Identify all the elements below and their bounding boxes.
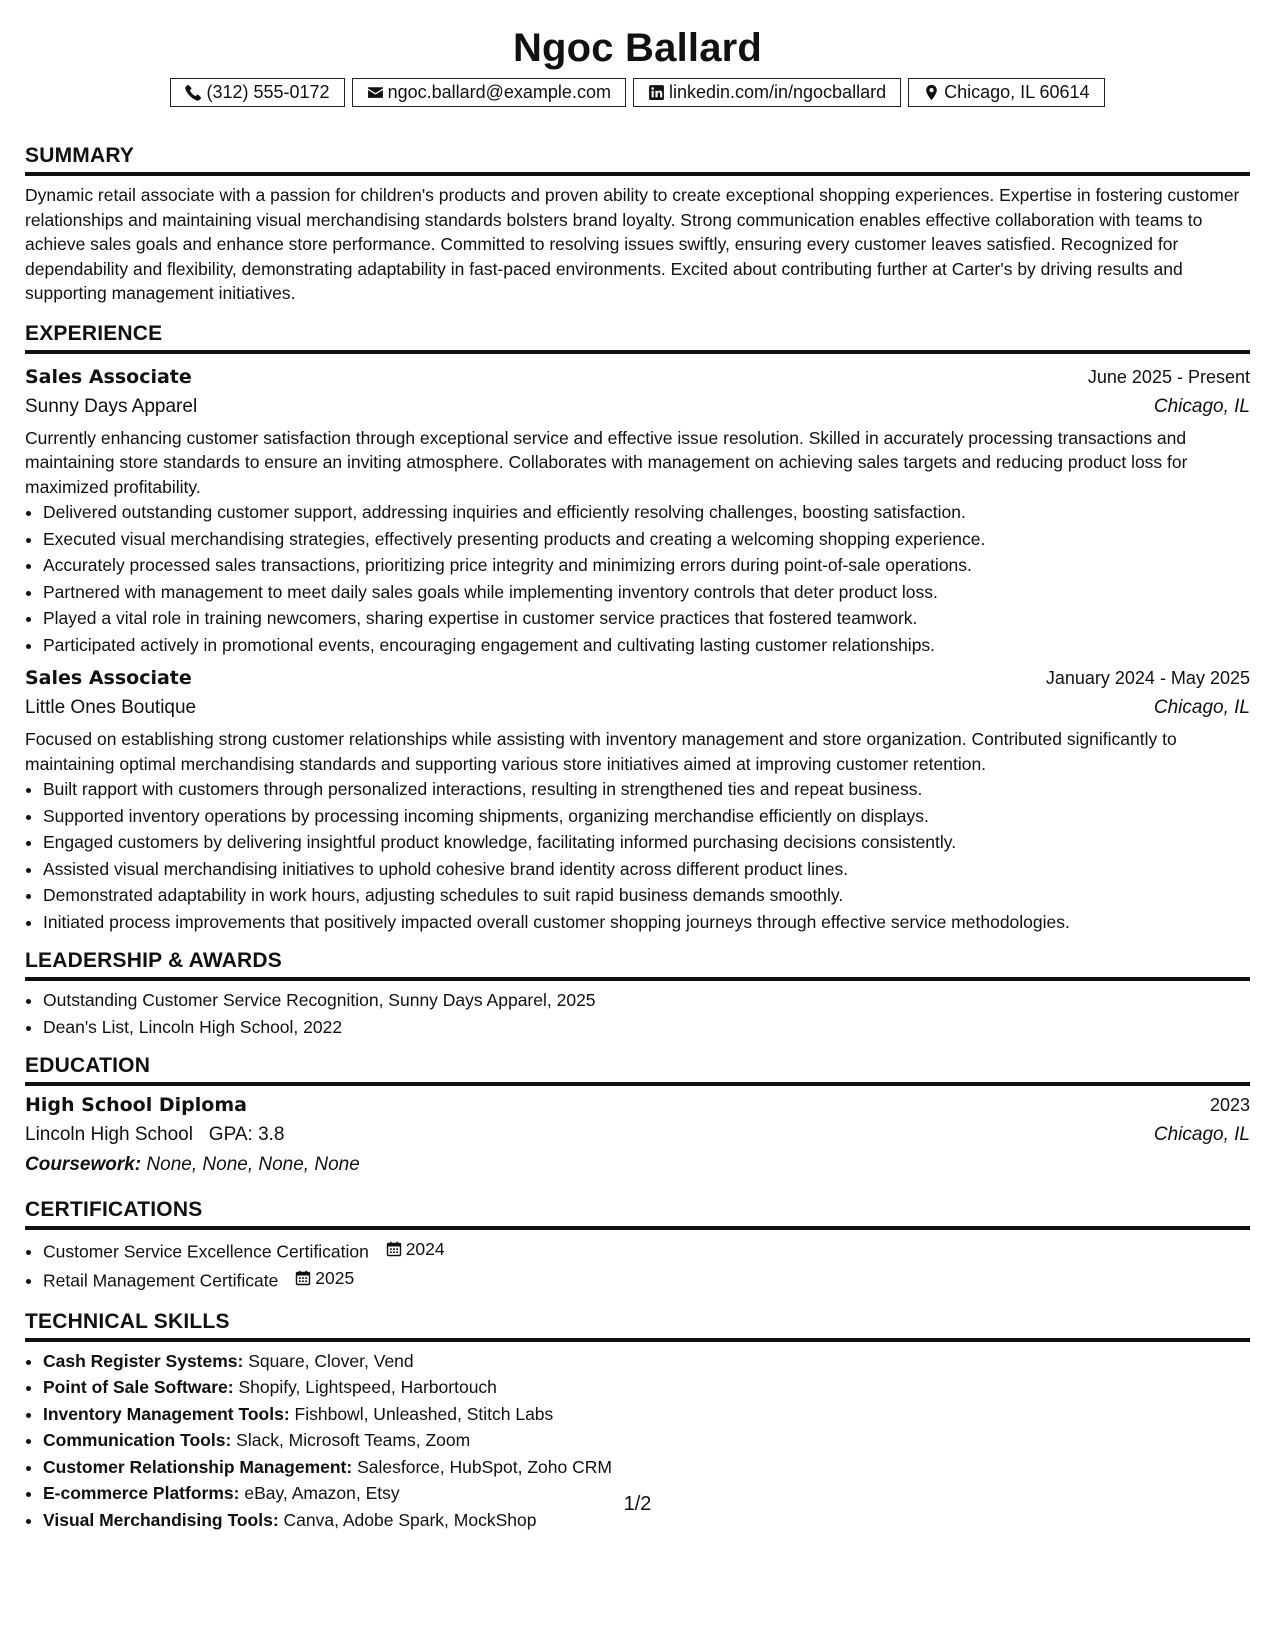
job-entry [25, 362, 1250, 659]
phone-icon [185, 84, 202, 101]
list-item [43, 1374, 1250, 1401]
school-location: Chicago, IL [1153, 1124, 1250, 1145]
contact-phone[interactable] [170, 78, 344, 107]
skill-value: Shopify, Lightspeed, Harbortouch [238, 1377, 497, 1397]
list-item [43, 1265, 1250, 1294]
degree-name: High School Diploma [25, 1094, 247, 1116]
leadership-section [25, 947, 1250, 1040]
job-dates: June 2025 - Present [1087, 366, 1250, 387]
certification-name: Retail Management Certificate [43, 1270, 279, 1290]
gpa: GPA: 3.8 [208, 1124, 285, 1145]
list-item: • Partnered with management to meet daily sales goals while implementing inventory controls that deter product loss. [43, 579, 1250, 606]
calendar-icon [295, 1270, 311, 1286]
section-title-leadership: LEADERSHIP & AWARDS [25, 947, 1250, 981]
experience-section [25, 320, 1250, 936]
skill-label: Cash Register Systems: [43, 1350, 244, 1371]
job-location: Chicago, IL [1153, 697, 1250, 718]
certifications-section [25, 1196, 1250, 1294]
location-text: Chicago, IL 60614 [944, 82, 1090, 102]
skill-label: Inventory Management Tools: [43, 1403, 290, 1424]
calendar-icon [386, 1241, 402, 1257]
section-title-certifications: CERTIFICATIONS [25, 1196, 1250, 1230]
list-item: • Supported inventory operations by processing incoming shipments, organizing merchandise efficiently on displays. [43, 803, 1250, 830]
contact-linkedin[interactable] [633, 78, 901, 107]
linkedin-icon [648, 84, 665, 101]
candidate-name: Ngoc Ballard [512, 26, 763, 70]
contact-location [908, 78, 1104, 107]
list-item [43, 1454, 1250, 1481]
skill-value: Square, Clover, Vend [248, 1350, 414, 1371]
linkedin-text: linkedin.com/in/ngocballard [668, 82, 887, 102]
education-section [25, 1052, 1250, 1180]
list-item: • Delivered outstanding customer support, addressing inquiries and efficiently resolving challenges, boosting satisfaction. [43, 499, 1250, 526]
list-item [43, 1348, 1250, 1375]
skill-label: Customer Relationship Management: [43, 1456, 353, 1477]
certification-year: 2025 [315, 1267, 355, 1288]
resume-page [25, 0, 1250, 1533]
job-entry [25, 663, 1250, 935]
list-item: • Initiated process improvements that positively impacted overall customer shopping journeys through effective service methodologies. [43, 909, 1250, 936]
list-item: • Participated actively in promotional events, encouraging engagement and cultivating lasting customer relationships. [43, 632, 1250, 659]
job-description: Currently enhancing customer satisfaction through exceptional service and effective issue resolution. Skilled in accurately processing transactions and maintaining store standards to ensure an inviting atmosphere. Collaborates with management on achieving sales targets and reducing product loss for maximized profitability. [25, 427, 1188, 497]
email-text: ngoc.ballard@example.com [387, 82, 611, 102]
skill-value: eBay, Amazon, Etsy [244, 1483, 400, 1503]
list-item: • Dean's List, Lincoln High School, 2022 [43, 1014, 1250, 1041]
skill-value: Salesforce, HubSpot, Zoho CRM [357, 1456, 612, 1477]
contact-bar [25, 78, 1250, 107]
section-title-education: EDUCATION [25, 1052, 1250, 1086]
education-entry [25, 1090, 1250, 1180]
envelope-icon [367, 84, 384, 101]
list-item [43, 1427, 1250, 1454]
skill-value: Slack, Microsoft Teams, Zoom [236, 1430, 471, 1450]
section-title-summary: SUMMARY [25, 142, 1250, 176]
job-company: Sunny Days Apparel [25, 395, 198, 417]
list-item: • Outstanding Customer Service Recognition, Sunny Days Apparel, 2025 [43, 987, 1250, 1014]
phone-text: (312) 555-0172 [206, 82, 330, 102]
list-item: • Played a vital role in training newcomers, sharing expertise in customer service practices that fostered teamwork. [43, 605, 1250, 632]
coursework-list: None, None, None, None [146, 1154, 360, 1175]
coursework-label: Coursework: [25, 1154, 142, 1175]
skill-label: Communication Tools: [43, 1430, 232, 1450]
list-item [43, 1236, 1250, 1265]
list-item [43, 1401, 1250, 1428]
skill-value: Fishbowl, Unleashed, Stitch Labs [294, 1403, 554, 1424]
job-bullets [25, 776, 1250, 935]
summary-section [25, 142, 1250, 306]
job-location: Chicago, IL [1153, 395, 1250, 417]
skill-label: E-commerce Platforms: [43, 1483, 240, 1503]
school-name: Lincoln High School [25, 1124, 193, 1145]
job-description: Focused on establishing strong customer relationships while assisting with inventory management and store organization. Contributed significantly to maintaining optimal merchandising standards and supporting various store initiatives aimed at improving customer retention. [25, 729, 1177, 774]
certification-name: Customer Service Excellence Certification [43, 1241, 369, 1262]
list-item: • Demonstrated adaptability in work hours, adjusting schedules to suit rapid business demands smoothly. [43, 882, 1250, 909]
section-title-experience: EXPERIENCE [25, 320, 1250, 354]
certification-year: 2024 [405, 1239, 445, 1259]
awards-list [25, 987, 1250, 1040]
skill-label: Visual Merchandising Tools: [43, 1509, 279, 1530]
job-company: Little Ones Boutique [25, 697, 197, 718]
job-role: Sales Associate [25, 365, 192, 388]
graduation-year: 2023 [1209, 1095, 1250, 1115]
job-dates: January 2024 - May 2025 [1045, 668, 1250, 688]
contact-email[interactable] [352, 78, 626, 107]
list-item: • Assisted visual merchandising initiatives to uphold cohesive brand identity across different product lines. [43, 856, 1250, 883]
skill-label: Point of Sale Software: [43, 1377, 234, 1397]
summary-text: Dynamic retail associate with a passion for children's products and proven ability to create exceptional shopping experiences. Expertise in fostering customer relationships and maintaining visual merchandising standards bolsters brand loyalty. Strong communication enables effective collaboration with teams to achieve sales goals and enhance store performance. Committed to resolving issues swiftly, ensuring every customer leaves satisfied. Recognized for dependability and flexibility, demonstrating adaptability in fast-paced environments. Excited about contributing further at Carter's by driving results and supporting management initiatives. [25, 185, 1240, 303]
list-item: • Engaged customers by delivering insightful product knowledge, facilitating informed purchasing decisions consistently. [43, 829, 1250, 856]
list-item: • Accurately processed sales transactions, prioritizing price integrity and minimizing errors during point-of-sale operations. [43, 552, 1250, 579]
certifications-list [25, 1236, 1250, 1294]
list-item: • Built rapport with customers through personalized interactions, resulting in strengthened ties and repeat business. [43, 776, 1250, 803]
section-title-skills: TECHNICAL SKILLS [25, 1308, 1250, 1342]
page-number: 1/2 [623, 1493, 652, 1515]
skill-value: Canva, Adobe Spark, MockShop [283, 1509, 537, 1530]
job-bullets [25, 499, 1250, 658]
list-item: • Executed visual merchandising strategies, effectively presenting products and creating a welcoming shopping experience. [43, 526, 1250, 553]
job-role: Sales Associate [25, 667, 192, 689]
map-pin-icon [923, 84, 940, 101]
